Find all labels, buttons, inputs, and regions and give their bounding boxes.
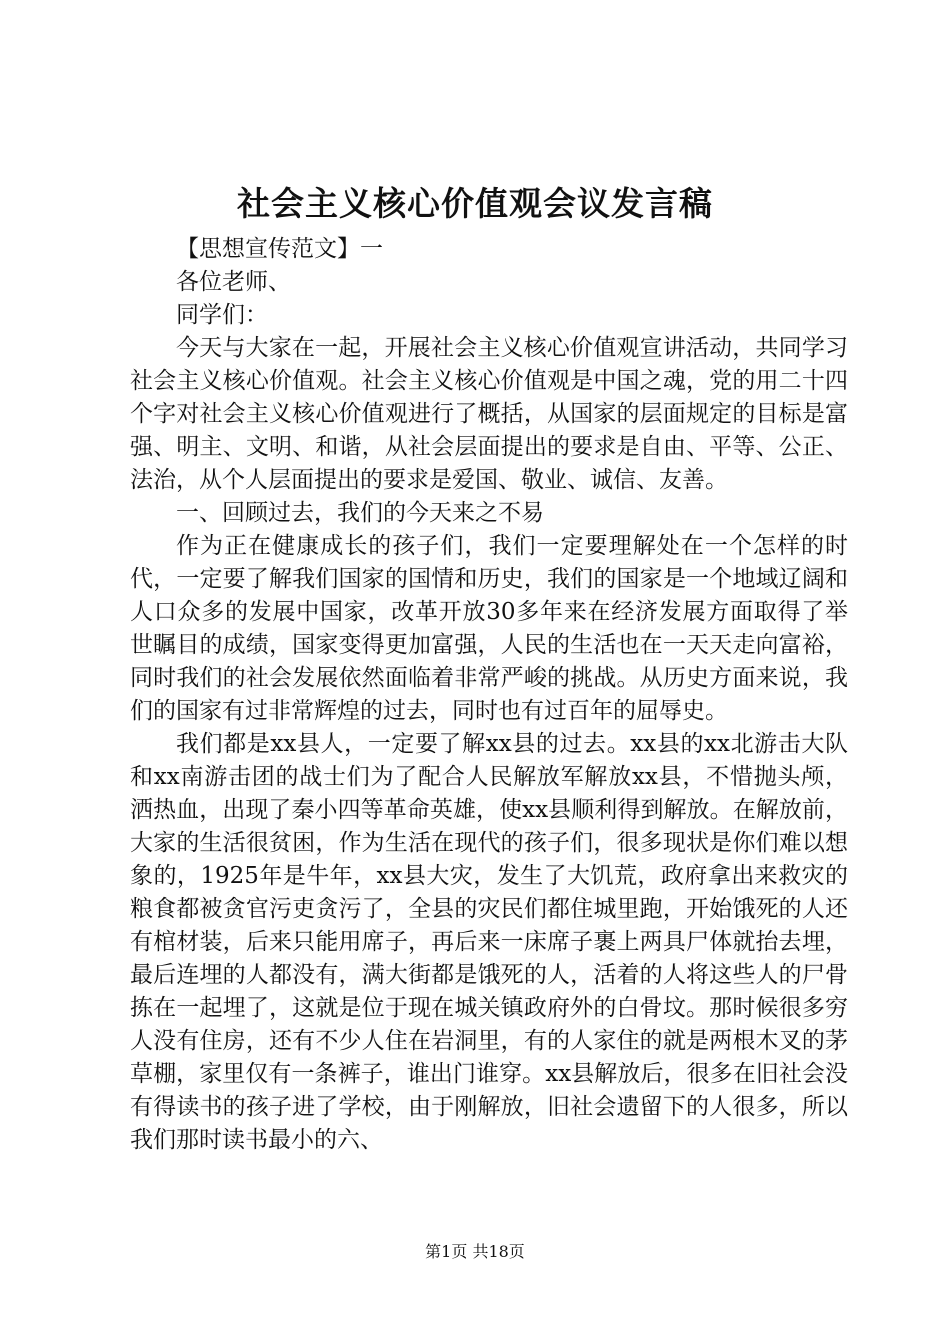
document-body [130,233,848,1157]
body-paragraph: 我们都是xx县人，一定要了解xx县的过去。xx县的xx北游击大队和xx南游击团的战士们为了配合人民解放军解放xx县，不惜抛头颅，洒热血，出现了秦小四等革命英雄，使xx县顺利得到解放。在解放前，大家的生活很贫困，作为生活在现代的孩子们，很多现状是你们难以想象的，1925年是牛年，xx县大灾，发生了大饥荒，政府拿出来救灾的粮食都被贪官污吏贪污了，全县的灾民们都住城里跑，开始饿死的人还有棺材装，后来只能用席子，再后来一床席子裹上两具尸体就抬去埋，最后连埋的人都没有，满大街都是饿死的人，活着的人将这些人的尸骨拣在一起埋了，这就是位于现在城关镇政府外的白骨坟。那时候很多穷人没有住房，还有不少人住在岩洞里，有的人家住的就是两根木叉的茅草棚，家里仅有一条裤子，谁出门谁穿。xx县解放后，很多在旧社会没有得读书的孩子进了学校，由于刚解放，旧社会遗留下的人很多，所以我们那时读书最小的六、 [130,731,848,1153]
category-line: 【思想宣传范文】一 [176,236,383,262]
body-paragraph: 作为正在健康成长的孩子们，我们一定要理解处在一个怎样的时代，一定要了解我们国家的国情和历史，我们的国家是一个地域辽阔和人口众多的发展中国家，改革开放30多年来在经济发展方面取得了举世瞩目的成绩，国家变得更加富强，人民的生活也在一天天走向富裕，同时我们的社会发展依然面临着非常严峻的挑战。从历史方面来说，我们的国家有过非常辉煌的过去，同时也有过百年的屈辱史。 [130,533,848,724]
document-title: 社会主义核心价值观会议发言稿 [237,184,713,223]
salutation-teachers: 各位老师、 [176,269,291,295]
salutation-students: 同学们： [176,302,268,328]
intro-paragraph: 今天与大家在一起，开展社会主义核心价值观宣讲活动，共同学习社会主义核心价值观。社会主义核心价值观是中国之魂，党的用二十四个字对社会主义核心价值观进行了概括，从国家的层面规定的目标是富强、明主、文明、和谐，从社会层面提出的要求是自由、平等、公正、法治，从个人层面提出的要求是爱国、敬业、诚信、友善。 [130,335,848,493]
section-heading-1: 一、回顾过去，我们的今天来之不易 [176,500,544,526]
page-number: 第1页 共18页 [425,1242,525,1261]
